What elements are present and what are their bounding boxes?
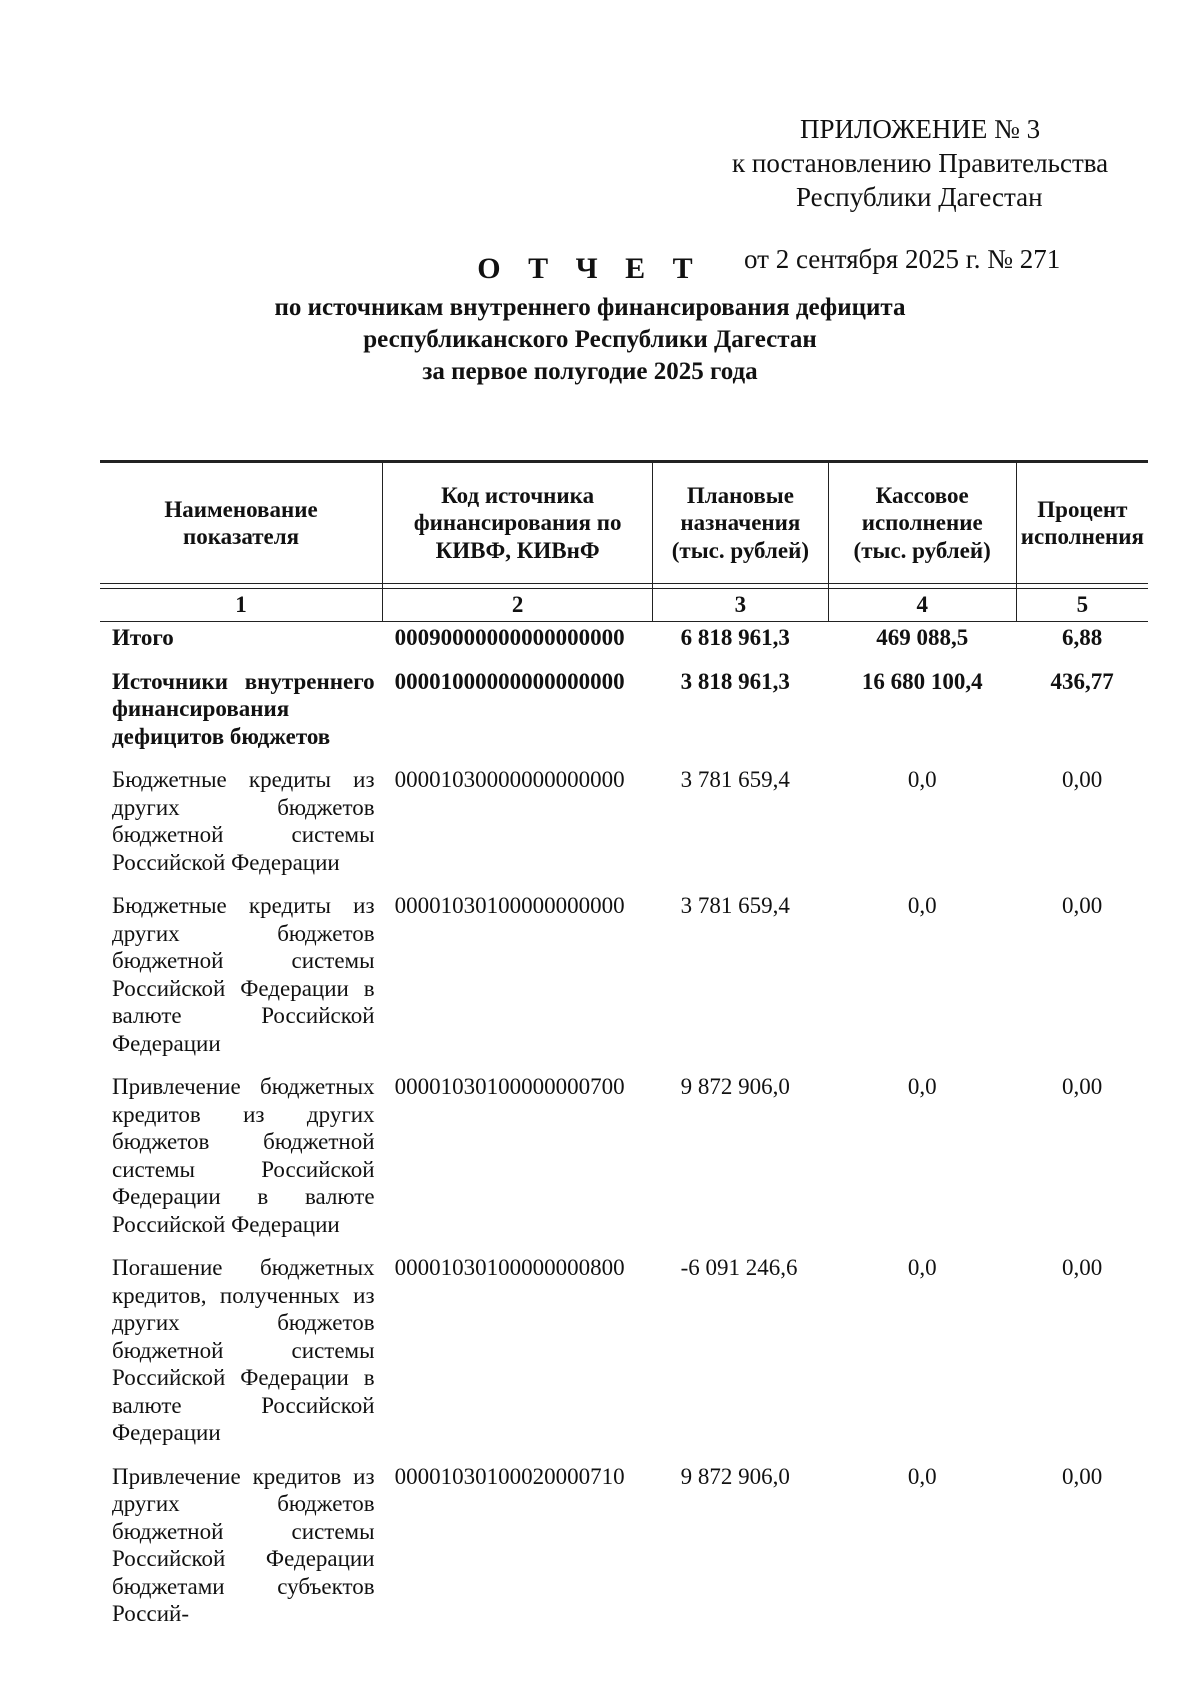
annex-number: ПРИЛОЖЕНИЕ № 3 — [800, 114, 1041, 144]
row-name: Бюджетные кредиты из других бюджетов бюджетной системы Российской Федерации в валюте Российской Федерации — [112, 893, 375, 1056]
header-name: Наименование показателя — [100, 462, 383, 584]
report-table — [100, 460, 1148, 1642]
title-line-1: по источникам внутреннего финансирования дефицита — [274, 294, 906, 321]
row-name: Итого — [112, 625, 174, 650]
row-code: 00001030100000000700 — [394, 1074, 625, 1099]
row-plan: 9 872 906,0 — [680, 1463, 790, 1489]
row-code: 00001030100000000000 — [394, 893, 625, 918]
header-plan: Плановые назначения (тыс. рублей) — [653, 462, 828, 584]
table-row — [100, 666, 1148, 765]
row-cash: 0,0 — [907, 1463, 937, 1489]
title-line-2: республиканского Республики Дагестан — [363, 326, 817, 353]
row-cash: 0,0 — [907, 767, 937, 792]
row-plan: 3 781 659,4 — [680, 767, 790, 792]
row-code: 00001030100020000710 — [394, 1463, 625, 1489]
column-number: 3 — [653, 589, 828, 622]
row-code: 00090000000000000000 — [394, 625, 625, 650]
row-percent: 0,00 — [1062, 767, 1103, 792]
report-title — [150, 252, 1030, 388]
row-name: Бюджетные кредиты из других бюджетов бюджетной системы Российской Федерации — [112, 767, 375, 875]
row-cash: 16 680 100,4 — [861, 668, 983, 694]
row-percent: 0,00 — [1062, 1255, 1103, 1280]
row-code: 00001000000000000000 — [394, 668, 625, 694]
row-cash: 469 088,5 — [876, 625, 969, 650]
table-header-row — [100, 462, 1148, 584]
row-percent: 0,00 — [1062, 1074, 1103, 1099]
column-number: 5 — [1016, 589, 1148, 622]
row-percent: 0,00 — [1062, 1463, 1103, 1489]
row-percent: 6,88 — [1062, 625, 1103, 650]
column-number: 4 — [828, 589, 1016, 622]
column-number-row — [100, 589, 1148, 622]
row-percent: 436,77 — [1050, 668, 1114, 694]
annex-date: от 2 сентября 2025 г. № 271 — [744, 244, 1061, 274]
row-code: 00001030000000000000 — [394, 767, 625, 792]
row-code: 00001030100000000800 — [394, 1255, 625, 1280]
row-name: Привлечение бюджетных кредитов из других бюджетов бюджетной системы Российской Федерации в валюте Российской Федерации — [112, 1074, 375, 1237]
row-cash: 0,0 — [907, 1255, 937, 1280]
row-percent: 0,00 — [1062, 893, 1103, 918]
row-plan: 9 872 906,0 — [680, 1074, 790, 1099]
row-cash: 0,0 — [907, 893, 937, 918]
header-code: Код источника финансирования по КИВФ, КИВнФ — [383, 462, 653, 584]
row-name: Погашение бюджетных кредитов, полученных из других бюджетов бюджетной системы Российской Федерации в валюте Российской Федерации — [112, 1255, 375, 1445]
row-plan: 3 818 961,3 — [680, 668, 790, 694]
table-row — [100, 1071, 1148, 1252]
row-plan: 6 818 961,3 — [680, 625, 790, 650]
row-cash: 0,0 — [907, 1074, 937, 1099]
row-plan: -6 091 246,6 — [680, 1255, 798, 1280]
title-line-3: за первое полугодие 2025 года — [422, 358, 758, 385]
title-main: О Т Ч Е Т — [477, 252, 703, 285]
row-name: Привлечение кредитов из других бюджетов бюджетной системы Российской Федерации бюджетами субъектов Россий- — [112, 1463, 375, 1626]
annex-republic: Республики Дагестан — [796, 182, 1043, 212]
column-number: 1 — [100, 589, 383, 622]
header-cash: Кассовое исполнение (тыс. рублей) — [828, 462, 1016, 584]
table-row — [100, 1461, 1148, 1642]
column-number: 2 — [383, 589, 653, 622]
table-row — [100, 622, 1148, 666]
row-plan: 3 781 659,4 — [680, 893, 790, 918]
row-name: Источники внутреннего финансирования дефицитов бюджетов — [112, 668, 375, 749]
header-percent: Процент исполнения — [1016, 462, 1148, 584]
table-row — [100, 890, 1148, 1071]
annex-resolution: к постановлению Правительства — [732, 148, 1109, 178]
table-row — [100, 764, 1148, 890]
table-row — [100, 1252, 1148, 1461]
